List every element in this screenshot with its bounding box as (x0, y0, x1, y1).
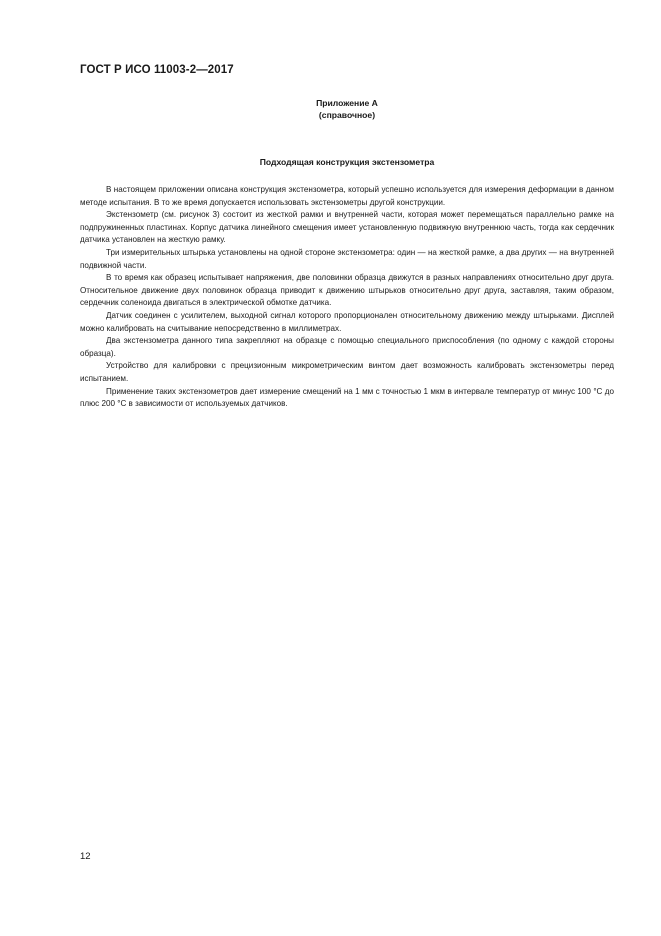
paragraph: Экстензометр (см. рисунок 3) состоит из жесткой рамки и внутренней части, которая может перемещаться параллельно рамке на подпружиненных пластинах. Корпус датчика линейного смещения имеет установленную подвижную внутреннюю часть, тогда как сердечник датчика установлен на жесткую рамку. (80, 210, 614, 245)
annex-title: Приложение А (316, 98, 378, 108)
paragraph: Три измерительных штырька установлены на одной стороне экстензометра: один — на жесткой рамке, а два других — на внутренней подвижной части. (80, 247, 614, 270)
page-number: 12 (80, 851, 91, 862)
paragraph: Применение таких экстензометров дает измерение смещений на 1 мм с точностью 1 мкм в интервале температур от минус 100 °С до плюс 200 °С в зависимости от используемых датчиков. (80, 386, 614, 409)
annex-type: (справочное) (318, 110, 376, 120)
annex-title-block (80, 97, 614, 121)
paragraph: Два экстензометра данного типа закрепляют на образце с помощью специального приспособления (по одному с каждой стороны образца). (80, 336, 614, 358)
body-text (80, 184, 614, 411)
paragraph: В настоящем приложении описана конструкция экстензометра, который успешно используется для измерения деформации в данном методе испытания. В то же время допускается использовать экстензометры другой конструкции. (80, 185, 614, 207)
section-heading: Подходящая конструкция экстензометра (259, 157, 435, 167)
paragraph: Датчик соединен с усилителем, выходной сигнал которого пропорционален относительному движению между штырьками. Дисплей можно калибровать на считывание непосредственно в миллиметрах. (80, 310, 614, 333)
standard-header: ГОСТ Р ИСО 11003-2—2017 (80, 64, 234, 76)
paragraph: Устройство для калибровки с прецизионным микрометрическим винтом дает возможность калибровать экстензометры перед испытанием. (80, 361, 614, 383)
paragraph: В то время как образец испытывает напряжения, две половинки образца движутся в разных направлениях относительно друг друга. Относительное движение двух половинок образца приводит к движению штырьков относительно друг друга, заставляя, таким образом, сердечник соленоида двигаться в электрической обмотке датчика. (80, 273, 614, 308)
